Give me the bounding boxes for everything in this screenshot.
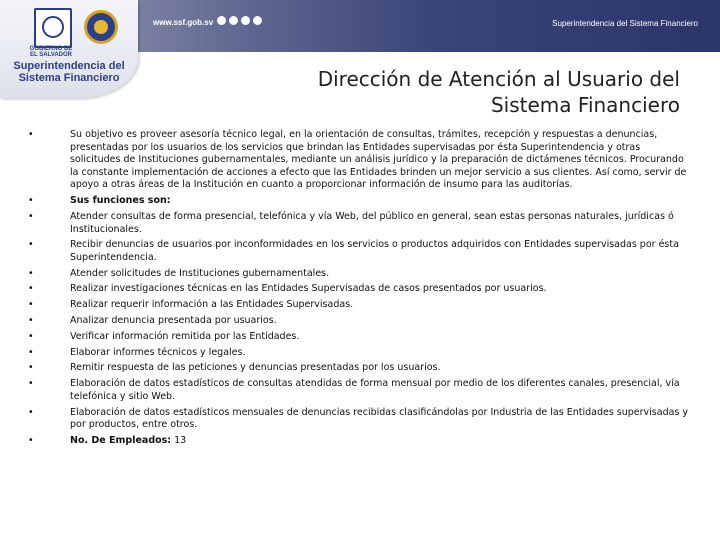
- twitter-icon[interactable]: [229, 16, 238, 25]
- logo-title-line2: Sistema Financiero: [18, 72, 120, 84]
- list-item: [28, 268, 688, 281]
- list-item: [28, 362, 688, 375]
- gobierno-label: GOBIERNO DE EL SALVADOR: [29, 46, 73, 58]
- list-item-text: Remitir respuesta de las peticiones y denuncias presentadas por los usuarios.: [70, 362, 441, 374]
- list-item-text: Atender solicitudes de Instituciones gubernamentales.: [70, 267, 330, 279]
- logo-block: [0, 0, 138, 98]
- list-item-text: Elaboración de datos estadísticos de consultas atendidas de forma mensual por medio de los diferentes canales, presencial, vía telefónica y sitio Web.: [70, 378, 680, 402]
- list-item: [28, 211, 688, 236]
- list-item: [28, 315, 688, 328]
- bullet-icon: •: [28, 378, 34, 390]
- list-item: [28, 299, 688, 312]
- bullet-icon: •: [28, 195, 34, 207]
- bullet-icon: •: [28, 239, 34, 251]
- bullet-icon: •: [28, 362, 34, 374]
- banner-org-name: Superintendencia del Sistema Financiero: [552, 19, 698, 28]
- employees-count: 13: [174, 434, 187, 446]
- list-item-text: Realizar requerir información a las Entidades Supervisadas.: [70, 299, 354, 311]
- logo-title-line1: Superintendencia del: [13, 60, 125, 72]
- bullet-icon: •: [28, 406, 34, 418]
- list-item: [28, 331, 688, 344]
- bullet-icon: •: [28, 299, 34, 311]
- bullet-icon: •: [28, 267, 34, 279]
- bullet-icon: •: [28, 434, 34, 446]
- list-item-text: Elaborar informes técnicos y legales.: [70, 346, 246, 358]
- website-link[interactable]: www.ssf.gob.sv: [153, 18, 214, 27]
- list-item: [28, 378, 688, 403]
- list-item-text: Sus funciones son:: [70, 195, 171, 207]
- bullet-icon: •: [28, 129, 34, 140]
- list-item-text: Elaboración de datos estadísticos mensuales de denuncias recibidas clasificándolas por Industria de las Entidades supervisadas y por productos, entre otros.: [70, 406, 689, 431]
- bullet-icon: •: [28, 346, 34, 358]
- list-item-text: Su objetivo es proveer asesoría técnico legal, en la orientación de consultas, trámites, recepción y respuestas a denuncias, presentadas por los usuarios de los servicios que brindan las Entidades supervisadas por ésta Superintendencia y otras solicitudes de Instituciones gubernamentales, mediante un análisis jurídico y la preparación de dictámenes técnicos. Procurando la constante implementación de acciones a efecto que las Entidades brinden un mejor servicio a sus clientes. Así como, servir de apoyo a otras áreas de la Institución en cuanto a proporcionar información de insumo para las auditorías.: [70, 129, 687, 191]
- list-item-text: Atender consultas de forma presencial, telefónica y vía Web, del público en general, sean estas personas naturales, jurídicas ó Institucionales.: [70, 210, 674, 235]
- youtube-icon[interactable]: [241, 16, 250, 25]
- facebook-icon[interactable]: [217, 16, 226, 25]
- bullet-icon: •: [28, 330, 34, 342]
- list-item: [28, 407, 688, 432]
- instagram-icon[interactable]: [253, 16, 262, 25]
- list-item: [28, 435, 688, 448]
- ssf-emblem-icon: [84, 10, 118, 44]
- list-item: [28, 195, 688, 208]
- bullet-icon: •: [28, 315, 34, 327]
- list-item: [28, 283, 688, 296]
- list-item: [28, 129, 688, 192]
- logo-title: [0, 60, 138, 84]
- list-item-text: Analizar denuncia presentada por usuarios.: [70, 315, 277, 327]
- employees-label: No. De Empleados:: [70, 434, 172, 446]
- list-item-text: Verificar información remitida por las Entidades.: [70, 330, 300, 342]
- page-title: Dirección de Atención al Usuario del Sistema Financiero: [317, 67, 680, 117]
- bullet-icon: •: [28, 283, 34, 295]
- list-item: [28, 239, 688, 264]
- list-item-text: Realizar investigaciones técnicas en las Entidades Supervisadas de casos presentados por usuarios.: [70, 283, 547, 295]
- list-item: [28, 347, 688, 360]
- content-list: [28, 129, 688, 451]
- social-links: [217, 16, 262, 25]
- list-item-text: Recibir denuncias de usuarios por inconformidades en los servicios o productos adquiridos con Entidades supervisadas por ésta Superintendencia.: [70, 239, 679, 263]
- gobierno-logo-icon: [34, 8, 72, 48]
- bullet-icon: •: [28, 210, 34, 222]
